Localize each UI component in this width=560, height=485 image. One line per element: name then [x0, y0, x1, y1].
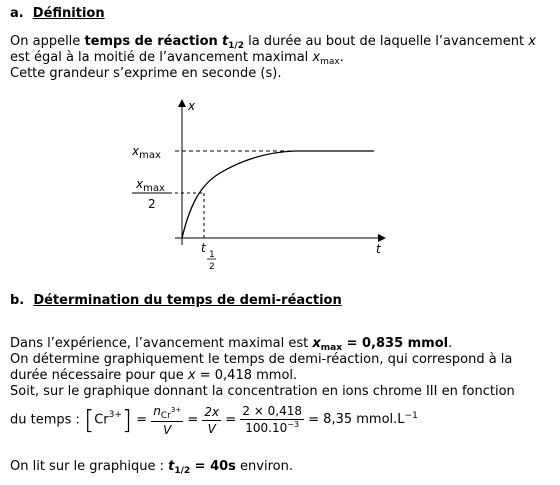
section-a-title: Définition [32, 6, 105, 21]
ion-symbol: Cr [94, 412, 109, 428]
bracket-open: [ [84, 405, 95, 436]
text: . [339, 50, 344, 65]
experience-line-4: Soit, sur le graphique donnant la concentration en ions chrome III en fonction [10, 384, 515, 399]
symbol-t: t [168, 459, 175, 474]
var-x: x [312, 336, 321, 351]
avancement-graph [120, 95, 400, 275]
equals-2: = [187, 412, 199, 428]
fraction-n-over-v [151, 403, 183, 438]
text: On lit sur le graphique : [10, 459, 169, 474]
var-x: x [187, 368, 196, 383]
concentration-formula [10, 403, 418, 438]
text: est égal à la moitié de l’avancement maximal [10, 50, 313, 65]
section-a-heading [10, 6, 105, 21]
var-x: x [312, 50, 321, 65]
fraction-numeric [240, 403, 304, 438]
v-var: V [163, 423, 172, 437]
equals-4: = [308, 412, 320, 428]
ion-charge: 3+ [108, 409, 122, 420]
half-num-label: $x_{max}$ [136, 177, 165, 194]
reading-line [10, 459, 293, 479]
result-exponent: −1 [404, 411, 418, 421]
section-b-marker: b. [10, 293, 25, 308]
equals-3: = [225, 412, 237, 428]
numeric-denominator: 100.10 [245, 421, 288, 435]
formula-lead: du temps : [10, 412, 85, 428]
xmax-label: $x_{max}$ [132, 144, 161, 161]
n-var: n [153, 404, 161, 418]
symbol-t: t [221, 34, 229, 49]
text: = 0,418 mmol. [195, 368, 298, 383]
denominator-exponent: −3 [287, 420, 300, 429]
equals-1: = [136, 412, 148, 428]
text: On appelle [10, 34, 85, 49]
section-b-heading [10, 293, 342, 308]
numerator-2x: 2x [204, 405, 220, 419]
half-den-label: 2 [148, 197, 156, 211]
concentration-result [323, 412, 418, 427]
t-half-den: 2 [209, 262, 215, 272]
term-bold: temps de réaction [84, 34, 218, 49]
experience-line-3 [10, 368, 297, 384]
section-b-title: Détermination du temps de demi-réaction [33, 293, 342, 308]
symbol-sub: 1/2 [174, 466, 191, 476]
avancement-curve [182, 151, 374, 238]
numeric-numerator: 2 × 0,418 [242, 404, 302, 418]
experience-line-2: On détermine graphiquement le temps de demi-réaction, qui correspond à la [10, 352, 513, 367]
y-axis-label: x [188, 99, 196, 113]
text: durée nécessaire pour que [10, 368, 188, 383]
text: . [448, 336, 453, 351]
t-half-num: 1 [209, 250, 215, 260]
fraction-2x-over-v [202, 404, 221, 437]
symbol-sub: 1/2 [228, 41, 244, 51]
var-x: x [528, 34, 536, 49]
text: Dans l’expérience, l’avancement maximal est [10, 336, 313, 351]
bracket-close: ] [121, 405, 133, 436]
result-value: 8,35 mmol.L [323, 412, 405, 427]
xmax-value: = 0,835 mmol [342, 336, 449, 351]
definition-line-3: Cette grandeur s’exprime en seconde (s). [10, 66, 282, 81]
var-sub: max [320, 57, 340, 67]
v-var: V [207, 422, 216, 436]
section-a-marker: a. [10, 6, 24, 21]
x-axis-label: t [376, 242, 381, 256]
n-sub: Cr [160, 411, 171, 421]
text: la durée au bout de laquelle l’avancement [243, 34, 529, 49]
var-sub: max [320, 343, 343, 353]
text: environ. [235, 459, 293, 474]
t-half-label: t [201, 241, 206, 255]
n-sub-charge: 3+ [170, 406, 182, 414]
t-half-value: = 40s [190, 459, 236, 474]
